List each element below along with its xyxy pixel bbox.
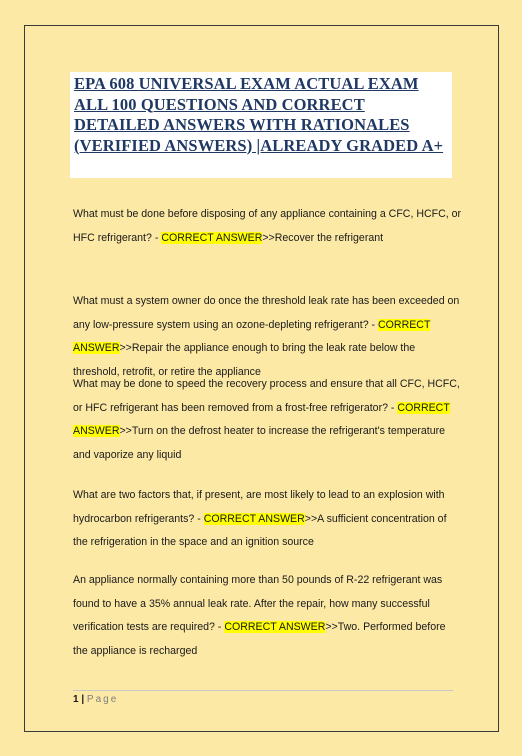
answer-label: CORRECT ANSWER — [73, 401, 450, 437]
qa-item-1 — [73, 203, 463, 250]
answer-text: >>Turn on the defrost heater to increase the refrigerant's temperature and vaporize any liquid — [73, 425, 446, 461]
title-box — [70, 72, 452, 178]
qa-item-2 — [73, 290, 463, 384]
qa-item-3 — [73, 373, 463, 467]
qa-item-4 — [73, 484, 463, 555]
question-text: What are two factors that, if present, are most likely to lead to an explosion with hydrocarbon refrigerants? - — [73, 489, 445, 525]
document-title: EPA 608 UNIVERSAL EXAM ACTUAL EXAM ALL 100 QUESTIONS AND CORRECT DETAILED ANSWERS WITH RATIONALES (VERIFIED ANSWERS) |ALREADY GRADED A+ — [74, 74, 444, 155]
answer-text: >>Recover the refrigerant — [262, 231, 384, 244]
answer-label: CORRECT ANSWER — [73, 318, 431, 354]
question-text: What must a system owner do once the threshold leak rate has been exceeded on any low-pressure system using an ozone-depleting refrigerant? - — [73, 295, 460, 331]
answer-text: >>A sufficient concentration of the refrigeration in the space and an ignition source — [73, 512, 447, 548]
question-text: An appliance normally containing more than 50 pounds of R-22 refrigerant was found to have a 35% annual leak rate. After the repair, how many successful verification tests are required? - — [73, 574, 443, 633]
answer-label: CORRECT ANSWER — [224, 621, 326, 633]
page-footer — [73, 690, 453, 705]
page-number: 1 — [73, 694, 79, 705]
answer-label: CORRECT ANSWER — [161, 231, 263, 244]
answer-label: CORRECT ANSWER — [203, 512, 305, 525]
answer-text: >>Repair the appliance enough to bring the leak rate below the threshold, retrofit, or retire the appliance — [73, 342, 416, 378]
question-text: What must be done before disposing of any appliance containing a CFC, HCFC, or HFC refrigerant? - — [73, 208, 462, 244]
page-label: Page — [86, 694, 119, 705]
answer-text: >>Two. Performed before the appliance is recharged — [73, 621, 446, 657]
question-text: What may be done to speed the recovery process and ensure that all CFC, HCFC, or HFC refrigerant has been removed from a frost-free refrigerator? - — [73, 378, 460, 414]
footer-separator: | — [78, 694, 87, 705]
qa-item-5 — [73, 569, 463, 663]
